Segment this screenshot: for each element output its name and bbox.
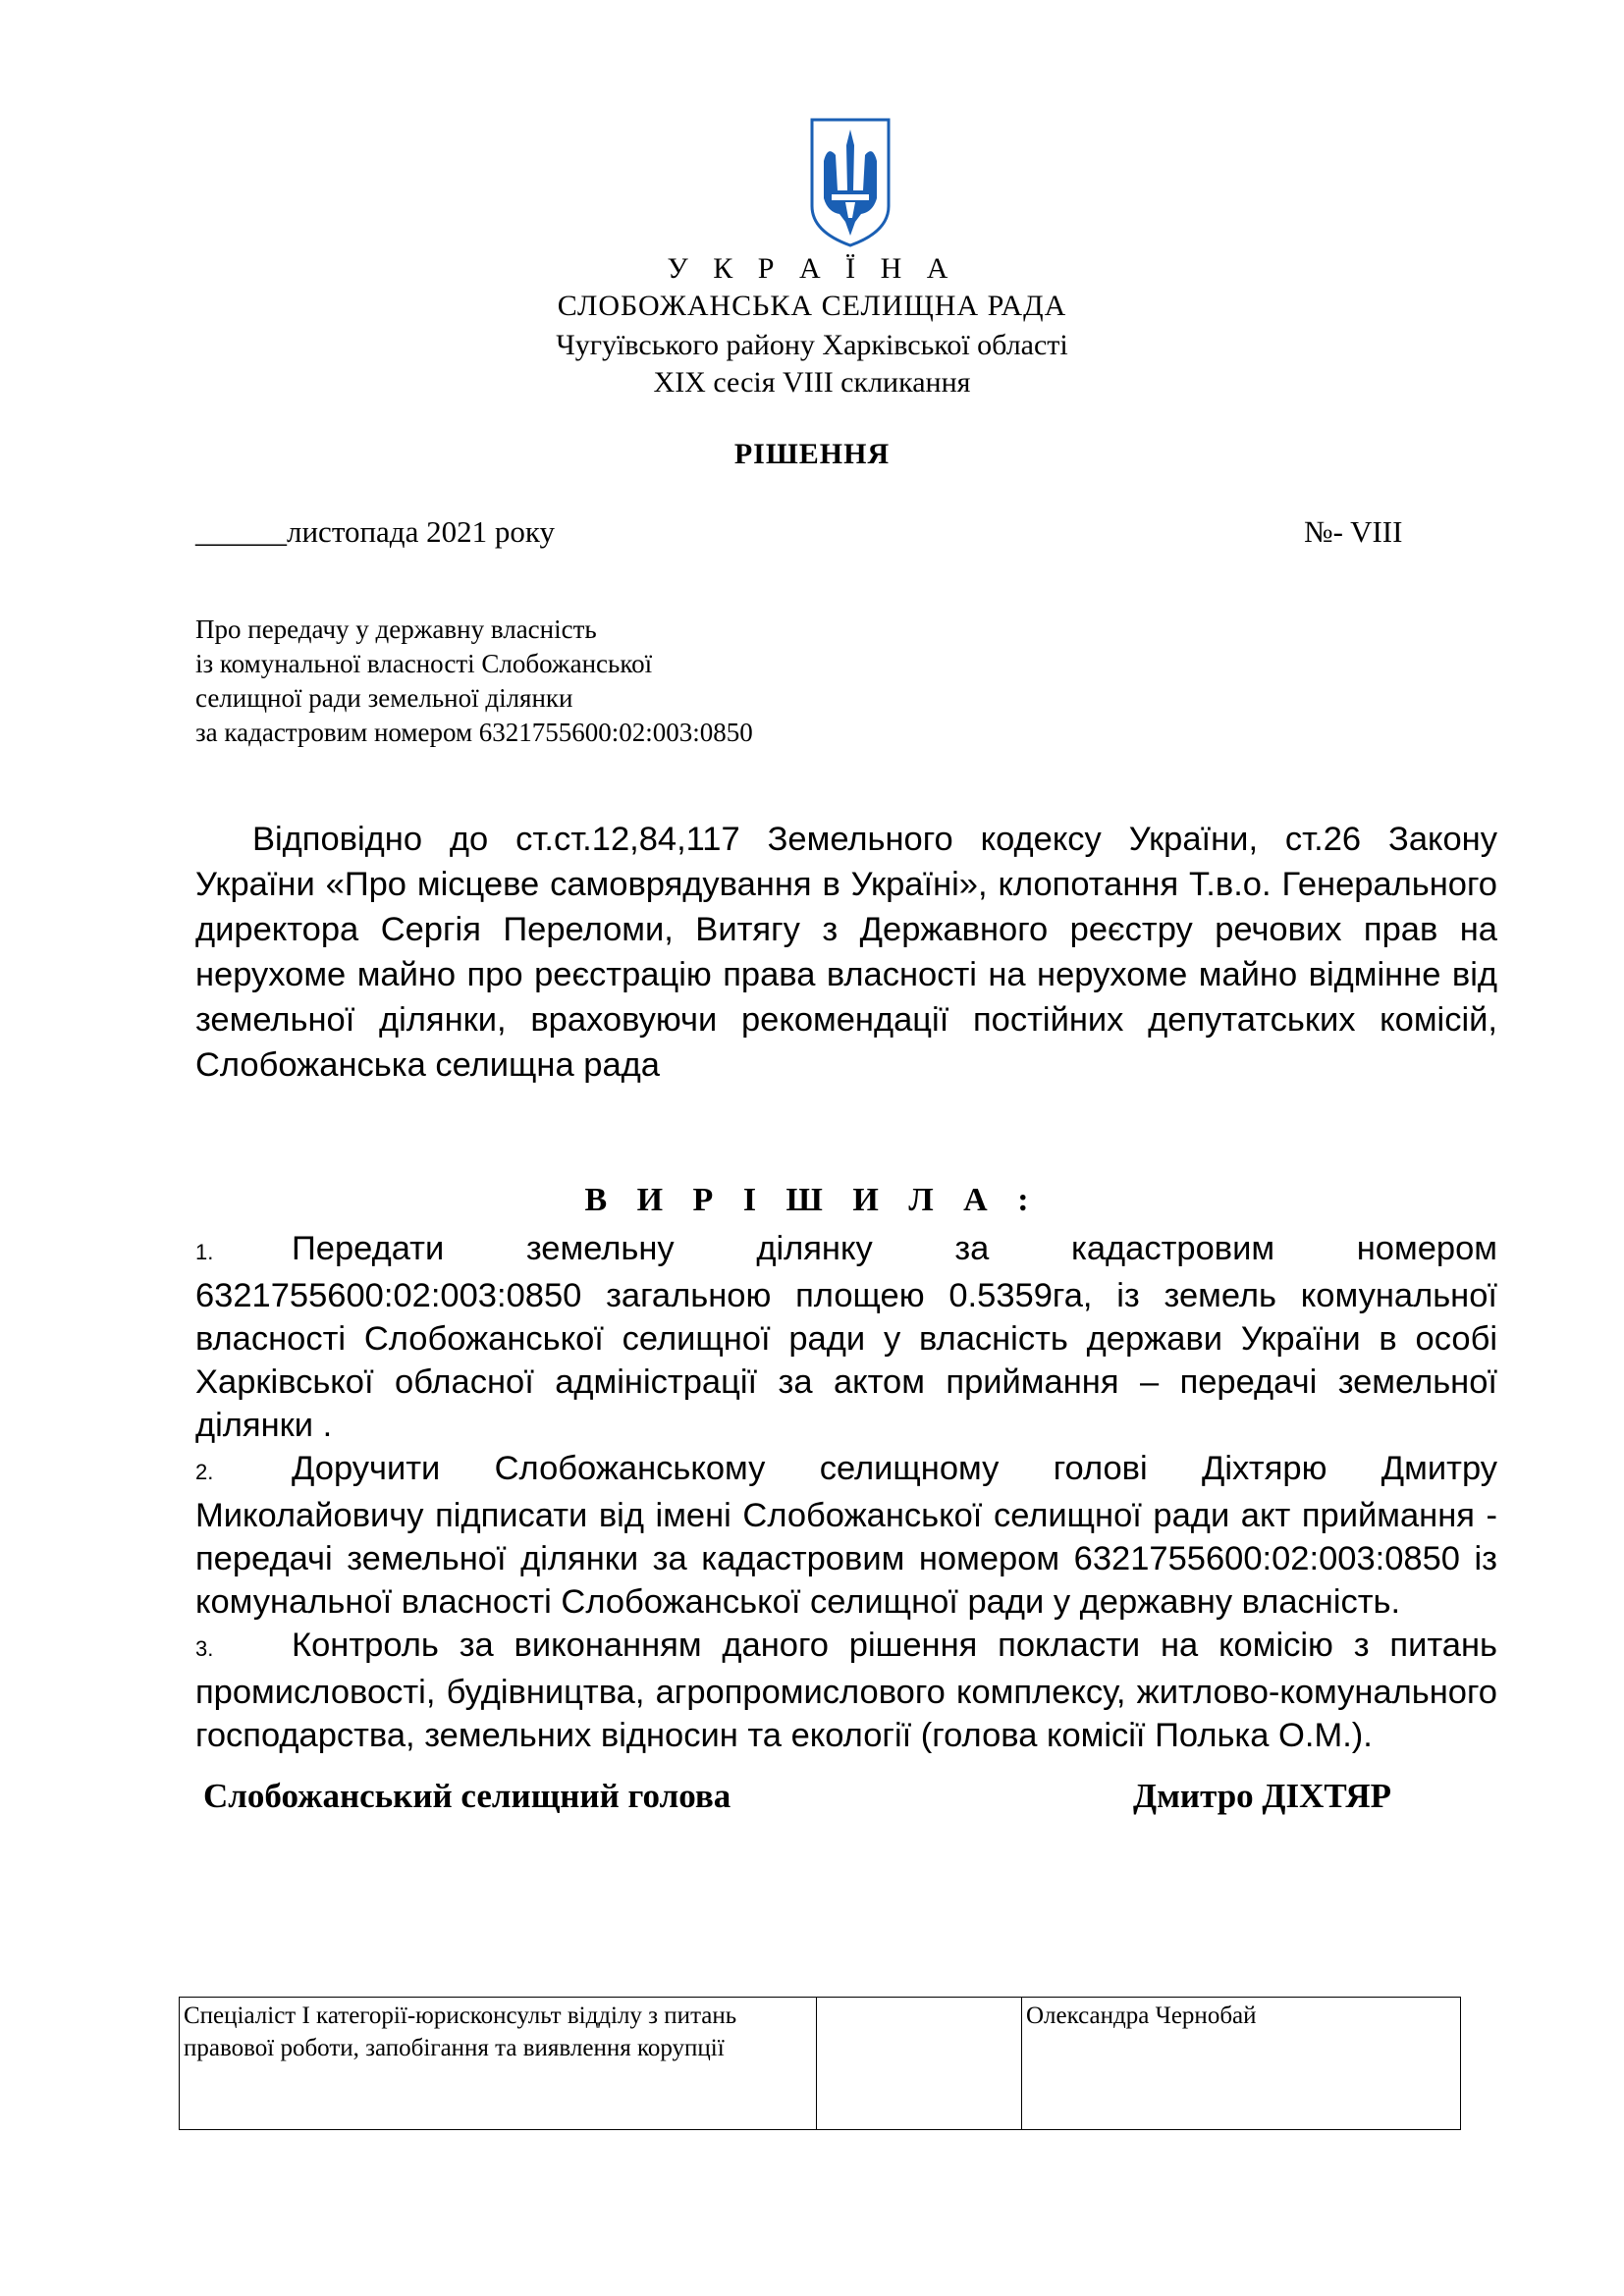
item-text: Доручити Слобожанському селищному голові Діхтярю Дмитру Миколайовичу підписати від імені Слобожанської селищної ради акт приймання - передачі земельної ділянки за кадастровим номером 6321755600:02:003:0850 із комунальної власності Слобожанської селищної ради у державну власність. — [195, 1450, 1497, 1621]
decision-number: №- VIII — [1304, 514, 1403, 549]
signatory-title: Слобожанський селищний голова — [203, 1777, 731, 1815]
decision-subject — [195, 613, 753, 750]
country-name: У К Р А Ї Н А — [667, 252, 957, 285]
document-type-title: РІШЕННЯ — [733, 438, 891, 470]
item-number: 1. — [195, 1240, 214, 1264]
district-name: Чугуївського району Харківської області — [556, 329, 1068, 361]
subject-line: Про передачу у державну власність — [195, 614, 597, 644]
approver-name: Олександра Чернобай — [1022, 1998, 1461, 2130]
item-number: 3. — [195, 1636, 214, 1661]
subject-line: за кадастровим номером 6321755600:02:003:0850 — [195, 718, 753, 747]
item-number: 2. — [195, 1460, 214, 1484]
subject-line: із комунальної власності Слобожанської — [195, 649, 653, 678]
signatory-name: Дмитро ДІХТЯР — [1133, 1777, 1392, 1815]
table-row — [180, 1998, 1461, 2130]
council-name: СЛОБОЖАНСЬКА СЕЛИЩНА РАДА — [557, 290, 1067, 322]
approver-signature-cell — [817, 1998, 1022, 2130]
item-text: Контроль за виконанням даного рішення покласти на комісію з питань промисловості, будівництва, агропромислового комплексу, житлово-комунального господарства, земельних відносин та екології (голова комісії Полька О.М.). — [195, 1627, 1497, 1754]
subject-line: селищної ради земельної ділянки — [195, 683, 573, 713]
approval-table — [179, 1997, 1461, 2130]
session-info: XIX сесія VIII скликання — [653, 366, 971, 399]
coat-of-arms-icon — [808, 116, 893, 249]
item-text: Передати земельну ділянку за кадастровим номером 6321755600:02:003:0850 загальною площею 0.5359га, із земель комунальної власності Слобожанської селищної ради у власність держави України в особі Харківської обласної адміністрації за актом приймання – передачі земельної ділянки . — [195, 1230, 1497, 1444]
resolved-heading: В И Р І Ш И Л А : — [584, 1182, 1040, 1218]
decision-item — [195, 1447, 1497, 1624]
preamble-paragraph: Відповідно до ст.ст.12,84,117 Земельного кодексу України, ст.26 Закону України «Про місцеве самоврядування в Україні», клопотання Т.в.о. Генерального директора Сергія Переломи, Витягу з Державного реєстру речових прав на нерухоме майно про реєстрацію права власності на нерухоме майно відмінне від земельної ділянки, враховуючи рекомендації постійних депутатських комісій, Слобожанська селищна рада — [195, 821, 1497, 1084]
decision-items — [195, 1227, 1497, 1757]
decision-item — [195, 1227, 1497, 1447]
approver-position: Спеціаліст І категорії-юрисконсульт відділу з питань правової роботи, запобігання та виявлення корупції — [180, 1998, 817, 2130]
decision-date: ______листопада 2021 року — [195, 514, 555, 549]
decision-item — [195, 1624, 1497, 1757]
